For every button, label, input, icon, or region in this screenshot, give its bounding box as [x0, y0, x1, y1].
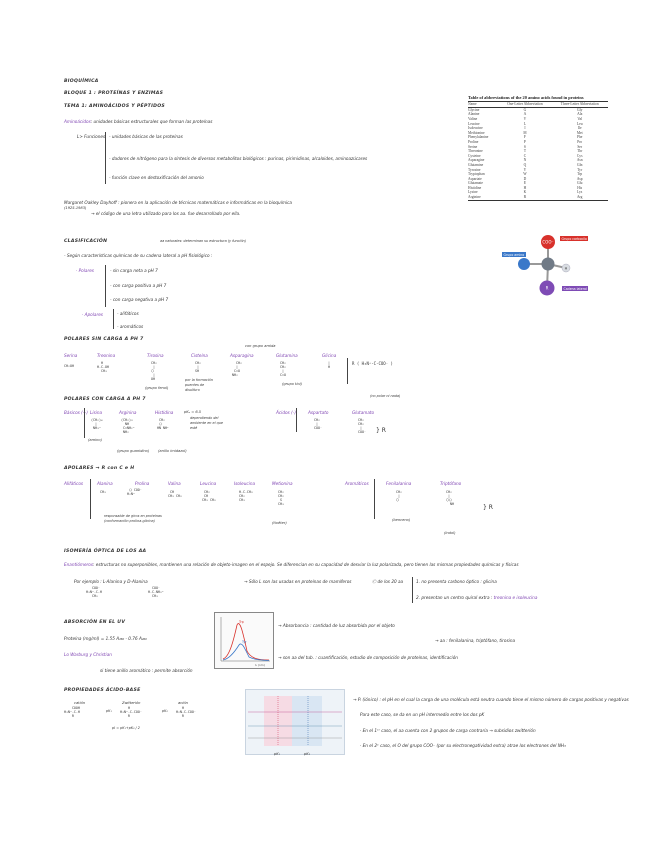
table-cell-one-letter: A: [523, 112, 527, 117]
theme-title: TEMA 1: AMINOÁCIDOS Y PÉPTIDOS: [64, 104, 166, 109]
mol-glutamato: CH₂ CH₂ | COO⁻: [357, 418, 366, 434]
charged-title: POLARES CON CARGA A PH 7: [64, 397, 146, 402]
uv-x-axis-label: λ (nm): [255, 663, 265, 667]
note-imidazol: (anillo imidazol): [158, 449, 187, 453]
table-cell-one-letter: I: [524, 126, 526, 131]
table-cell-three-letter: Trp: [577, 172, 583, 177]
table-cell-name: Cysteine: [468, 153, 481, 158]
form-anion: anión: [178, 701, 188, 705]
table-cell-one-letter: Q: [523, 162, 527, 167]
table-cell-name: Glutamate: [468, 181, 483, 186]
classification-note: aa naturales: determinan su estructura (y función): [160, 239, 247, 243]
carboxyl-label: Grupo carboxilo: [561, 236, 587, 241]
polar-item-1: - sin carga neta a pH 7: [110, 268, 158, 273]
enantiomer-line: [64, 562, 519, 567]
aliphatic-name-leucina: Leucina: [200, 481, 217, 486]
amino-acid-3d-diagram: [500, 228, 620, 300]
r-text: R: [545, 285, 549, 291]
polar-item-3: - con carga negativa a pH 7: [110, 297, 169, 302]
mol-fenilalanina: CH₂ | ⬡: [395, 490, 402, 502]
table-cell-name: Tyrosine: [468, 167, 481, 172]
table-cell-name: Asparagine: [468, 158, 485, 163]
mol-d-alanina: COO⁻ H-C-NH₃⁺ CH₃: [148, 586, 164, 598]
uv-chart-svg: [215, 613, 273, 668]
neutral-name-treonina: Treonina: [97, 353, 116, 358]
polar-item-2: - con carga positiva a pH 7: [110, 283, 167, 288]
functions-label: L> Funciones: [77, 134, 106, 139]
exception-1: [416, 579, 497, 584]
neutral-name-serina: Serina: [64, 353, 78, 358]
table-cell-three-letter: His: [577, 185, 583, 190]
aromatic-r-bracket: } R: [483, 504, 493, 511]
note-disulfuro: por la formación puentes de disulfuro: [185, 378, 213, 392]
table-row: [468, 195, 608, 200]
uv-method: Lo Warburg y Christian: [64, 652, 112, 657]
note-indol: (indol): [444, 531, 456, 535]
table-cell-one-letter: E: [523, 181, 527, 186]
mol-anion: H H₂N-C-COO⁻ R: [176, 706, 196, 718]
table-cell-one-letter: M: [523, 130, 527, 135]
uv-aromatic-note: si tiene anillo aromático : permite absorción: [100, 668, 193, 673]
aromatic-name-fenilalanina: Fenilalanina: [386, 481, 412, 486]
table-cell-three-letter: Phe: [577, 135, 583, 140]
table-cell-one-letter: D: [523, 176, 527, 181]
basic-name-arginina: Arginina: [119, 410, 137, 415]
table-cell-three-letter: Gln: [577, 162, 583, 167]
uv-absorb: → Absorbancia : cantidad de luz absorbida por el objeto: [278, 623, 395, 628]
neutral-name-glutamina: Glutamina: [276, 353, 298, 358]
aliphatic-name-isoleucina: Isoleucina: [234, 481, 256, 486]
table-cell-one-letter: W: [523, 172, 527, 177]
table-cell-one-letter: R: [498, 195, 551, 200]
uv-absorbance-chart: [214, 612, 274, 669]
neutral-name-glicina: Glicina: [322, 353, 337, 358]
form-zwitterion: Zwitterión: [122, 701, 141, 705]
classification-title: CLASIFICACIÓN: [64, 239, 108, 244]
uv-formula: Proteína (mg/ml) = 1.55 A₂₈₀ - 0.76 A₂₆₀: [64, 636, 147, 641]
aromatic-bracket: [374, 479, 375, 519]
uv-method-note: → son aa del tub. : cuantificación, estudio de composición de proteínas, identificación: [278, 655, 458, 660]
note-tiol: (grupo tiol): [282, 382, 303, 386]
table-cell-one-letter: P: [523, 139, 526, 144]
table-cell-one-letter: C: [523, 153, 527, 158]
table-cell-three-letter: Thr: [577, 149, 583, 154]
neutral-note-top: con grupo amida: [245, 344, 276, 348]
neutral-name-cisteina: Cisteína: [191, 353, 208, 358]
basic-region: [292, 696, 322, 746]
apolares-label: · Apolares: [82, 312, 103, 317]
table-cell-three-letter: Gly: [577, 107, 583, 112]
aliphatic-name-alanina: Alanina: [97, 481, 113, 486]
arrow-pk1: pK₁: [106, 709, 112, 713]
table-cell-name: Leucine: [468, 121, 480, 126]
exception-2: [416, 595, 537, 600]
mol-l-alanina: COO⁻ H₃N⁺-C-H CH₃: [86, 586, 102, 598]
acidbase-title: PROPIEDADES ÁCIDO-BASE: [64, 688, 141, 693]
table-header-name: Name: [468, 102, 498, 107]
term-aminoacidos: Aminoácidos: [64, 119, 91, 124]
acidbase-line-2: · En el 2ᵉ caso, el O del grupo COO⁻ (por su electronegatividad extra) atrae los electrones del NH₃: [360, 743, 566, 748]
isomeria-title: ISOMERÍA ÓPTICA DE LOS AA: [64, 549, 147, 554]
table-cell-name: Alanine: [468, 112, 480, 117]
titration-label-pk1: pK₁: [274, 752, 281, 756]
table-cell-name: Tryptophan: [468, 172, 485, 177]
neutral-name-tirosina: Tirosina: [147, 353, 164, 358]
note-guanidino: (grupo guanidino): [117, 449, 150, 453]
table-cell-one-letter: V: [523, 116, 527, 121]
apolar-title: APOLARES: [64, 466, 94, 471]
proline-note: responsable de giros en proteínas (conformación prolina-glicina): [104, 514, 162, 523]
term-enantiomeros: Enantiómeros: [64, 562, 94, 567]
neutral-name-asparagina: Asparagina: [230, 353, 254, 358]
mol-valina: CH CH₃ CH₃: [168, 490, 182, 498]
table-cell-one-letter: S: [523, 144, 526, 149]
exception-2-names: treonina e isoleucina: [493, 595, 538, 600]
mol-isoleucina: H-C-CH₃ CH₂ CH₃: [238, 490, 253, 502]
table-cell-one-letter: F: [523, 135, 526, 140]
table-header-one-letter: One-Letter Abbreviation: [498, 102, 551, 107]
table-cell-one-letter: Y: [523, 167, 527, 172]
table-cell-name: Proline: [468, 139, 479, 144]
mol-prolina: ⬠ COO⁻ H₂N⁺: [127, 488, 142, 496]
apolar-title-line: APOLARES → R con C e H: [64, 466, 135, 471]
mol-asparagina: CH₂ | C=O NH₂: [232, 361, 242, 377]
mol-tirosina: CH₂ | ⬡ | OH: [150, 361, 157, 381]
table-cell-three-letter: Pro: [577, 139, 583, 144]
mol-leucina: CH₂ CH CH₃ CH₃: [202, 490, 216, 502]
table-cell-three-letter: Glu: [577, 181, 583, 186]
function-2: - dadores de nitrógeno para la síntesis de diversos metabolitos biológicos : purinas, pirimidinas, alcaloides, aminoazúcares: [109, 156, 368, 161]
table-cell-three-letter: Tyr: [577, 167, 583, 172]
table-cell-name: Glutamine: [468, 162, 484, 167]
table-cell-name: Methionine: [468, 130, 485, 135]
table-cell-three-letter: Arg: [551, 195, 608, 200]
side-chain-label: Cadena lateral: [563, 286, 587, 291]
mol-arginina: (CH₂)₃ NH C=NH₂⁺ NH₂: [121, 418, 135, 434]
table-cell-name: Glycine: [468, 107, 480, 112]
isomeria-example: Por ejemplo : L-Alanina y D-Alanina: [74, 579, 148, 584]
acid-label: Ácidos (-): [276, 410, 296, 415]
met-note: (tioéter): [272, 521, 287, 525]
aliphatic-label: Alifáticos: [64, 481, 84, 486]
dayhoff-note: → el código de una letra utilizado para los aa. fue desarrollado por ella.: [91, 211, 241, 216]
acidbase-pI-text: → Pᵢ (iónico) : el pH en el cual la carga de una molécula está neutra cuando tiene el mismo número de cargas positivas y negativas: [353, 697, 629, 702]
polares-label: · Polares: [76, 268, 94, 273]
note-fenol: (grupo fenol): [145, 386, 169, 390]
peak-label-trp: Trp: [239, 620, 244, 624]
enantiomer-definition: : estructuras no superponibles, mantienen una relación de objeto-imagen en el espejo. Se diferencian en su capacidad de desviar la luz polarizada, pero tienen las mismas propiedades químicas y físicas: [93, 562, 519, 567]
exception-2-text: 2. presentan un centro quiral extra :: [416, 595, 494, 600]
isomeria-example-note: → Sólo L son las usadas en proteínas de mamíferos: [244, 579, 352, 584]
apolar-item-2: - aromáticos: [117, 324, 144, 329]
table-title: Table of abbreviations of the 20 amino acids found in proteins: [468, 95, 608, 102]
titration-diagram: [245, 689, 345, 755]
table-cell-three-letter: Asn: [576, 158, 583, 163]
amino-label: Grupo amino: [503, 252, 525, 257]
table-cell-three-letter: Lys: [577, 190, 583, 195]
isomeria-exceptions: Ⓒ de los 20 aa: [372, 579, 404, 584]
aa-definition-line: [64, 119, 212, 124]
basic-name-lisina: Lisina: [90, 410, 103, 415]
mol-lisina: (CH₂)₄ | NH₃⁺: [91, 418, 103, 430]
table-cell-one-letter: G: [523, 107, 527, 112]
table-cell-one-letter: L: [523, 121, 527, 126]
mol-histidina: CH₂ ⬠ HN NH⁺: [157, 418, 169, 430]
table-cell-name: Lysine: [468, 190, 478, 195]
mol-cisteina: CH₂ | SH: [194, 361, 201, 373]
table-cell-name: Arginine: [468, 195, 498, 200]
pI-label: pI = pK₁+pK₂ / 2: [112, 726, 140, 730]
table-cell-one-letter: H: [523, 185, 527, 190]
arrow-pk2: pK₂: [162, 709, 168, 713]
mol-triptofano: CH₂ | ⬡⬠ NH: [445, 490, 454, 506]
acid-name-aspartato: Aspartato: [308, 410, 329, 415]
mol-generic-r: R ( H₃N⁺-C-COO⁻ ): [352, 361, 393, 366]
table-cell-name: Valine: [468, 116, 478, 121]
dayhoff-text: Margaret Oakley Dayhoff : pionera en la aplicación de técnicas matemáticas e informáticas en la bioquímica: [64, 200, 292, 205]
amino-sphere: [518, 258, 530, 270]
mol-alanina: CH₃: [100, 490, 106, 494]
classification-criterion: - Según características químicas de su cadena lateral a pH fisiológico :: [64, 253, 213, 258]
apolar-item-1: - alifáticos: [117, 311, 139, 316]
dayhoff-years: (1925-1983): [64, 206, 87, 210]
histidine-note: dependiendo del ambiente en el que esté: [190, 416, 224, 430]
uv-title: ABSORCIÓN EN EL UV: [64, 620, 126, 625]
basic-label: Básicos (+): [64, 410, 88, 415]
table-cell-name: Aspartate: [468, 176, 482, 181]
mol-glutamina: CH₂ CH₂ | C=O: [279, 361, 286, 377]
titration-label-pk2: pK₂: [304, 752, 311, 756]
mol-cation: COOH H₃N⁺-C-H R: [64, 706, 80, 718]
table-cell-one-letter: K: [523, 190, 527, 195]
neutral-bracket: [347, 358, 348, 384]
aliphatic-name-metionina: Metionina: [272, 481, 293, 486]
apolar-formula: R con C e H: [101, 466, 135, 471]
table-cell-three-letter: Cys: [576, 153, 583, 158]
neutral-title: POLARES SIN CARGA A PH 7: [64, 337, 144, 342]
exceptions-bracket: [412, 577, 413, 603]
acid-r-bracket: } R: [376, 427, 386, 434]
note-amino: (amino): [88, 438, 102, 442]
aliphatic-bracket: [90, 479, 91, 519]
coo-text: COO⁻: [542, 239, 554, 245]
table-cell-three-letter: Met: [576, 130, 583, 135]
mol-aspartato: CH₂ | COO⁻: [313, 418, 322, 430]
acidbase-pI-detail: Para este caso, se da en un pH intermedio entre los dos pK: [360, 712, 485, 717]
functions-bracket: [105, 132, 106, 184]
abbreviation-table: [468, 102, 608, 201]
h-text: H: [564, 266, 568, 271]
table-cell-three-letter: Val: [577, 116, 583, 121]
mol-glicina: | H: [327, 361, 330, 369]
mol-metionina: CH₂ CH₂ S CH₃: [277, 490, 284, 506]
table-cell-name: Histidine: [468, 185, 482, 190]
table-cell-name: Threonine: [468, 149, 483, 154]
table-cell-name: Isoleucine: [468, 126, 483, 131]
table-cell-one-letter: N: [523, 158, 527, 163]
table-cell-three-letter: Ile: [577, 126, 582, 131]
aa-definition: : unidades básicas estructurales que forman las proteínas: [90, 119, 213, 124]
aromatic-label: Aromáticos: [345, 481, 369, 486]
basic-name-histidina: Histidina: [155, 410, 174, 415]
acidbase-line-1: · En el 1ᵉʳ caso, el aa cuenta con 2 grupos de carga contraria → subsidios zwitterión: [360, 728, 536, 733]
function-1: - unidades básicas de las proteínas: [109, 134, 183, 139]
mol-zwitterion: H H₃N⁺-C-COO⁻ R: [120, 706, 142, 718]
mol-treonina: H H-C-OH CH₃: [97, 361, 109, 373]
block-title: BLOQUE 1 : PROTEÍNAS Y ENZIMAS: [64, 91, 164, 96]
note-no-polar: (no polar ni nada): [370, 394, 401, 398]
histidine-pka: pKₐ = 6.5: [184, 410, 202, 414]
table-cell-name: Serine: [468, 144, 478, 149]
table-cell-name: Phenylalanine: [468, 135, 489, 140]
aliphatic-name-valina: Valina: [168, 481, 181, 486]
uv-absorb-note: → aa : fenilalanina, triptófano, tirosina: [435, 638, 516, 643]
apolares-bracket: [113, 309, 114, 329]
table-cell-three-letter: Leu: [576, 121, 583, 126]
acid-bracket: [296, 408, 297, 432]
peak-label-tyr: Tyr: [242, 640, 247, 644]
exception-1-text: 1. no presenta carbono óptico : glicina: [416, 579, 497, 584]
alpha-carbon-sphere: [542, 258, 555, 271]
note-benceno: (benceno): [392, 518, 411, 522]
titration-svg: [246, 690, 344, 754]
aliphatic-name-prolina: Prolina: [135, 481, 150, 486]
form-cation: catión: [74, 701, 86, 705]
mol-serina: CH₂OH: [64, 364, 74, 368]
amino-acid-table: [468, 95, 608, 201]
table-header-three-letter: Three-Letter Abbreviation: [551, 102, 608, 107]
aromatic-name-triptofano: Triptófano: [440, 481, 462, 486]
polares-bracket: [105, 265, 106, 307]
table-cell-three-letter: Ser: [577, 144, 583, 149]
table-cell-one-letter: T: [523, 149, 527, 154]
acid-name-glutamato: Glutamato: [352, 410, 375, 415]
subject-title: BIOQUÍMICA: [64, 79, 99, 84]
basic-bracket: [84, 408, 85, 438]
table-cell-three-letter: Ala: [577, 112, 583, 117]
function-3: - función clave en destoxificación del amonio: [109, 175, 204, 180]
table-cell-three-letter: Asp: [576, 176, 583, 181]
